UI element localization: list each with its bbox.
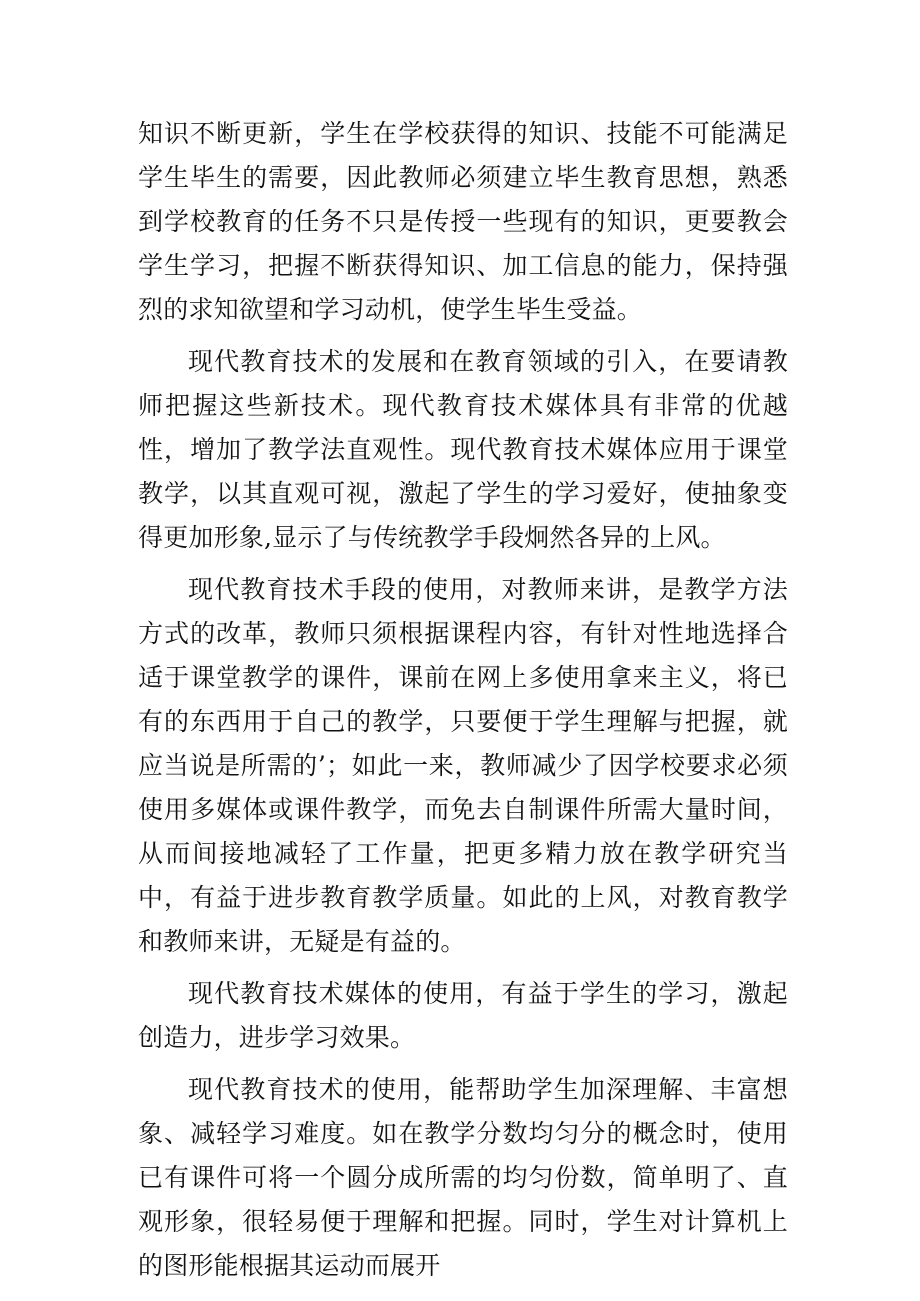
- paragraph-3: 现代教育技术手段的使用，对教师来讲，是教学方法方式的改革，教师只须根据课程内容，有针对性地选择合适于课堂教学的课件，课前在网上多使用拿来主义，将已有的东西用于自己的教学，只要便于学生理解与把握，就应当说是所需的’；如此一来，教师减少了因学校要求必须使用多媒体或课件教学，而免去自制课件所需大量时间，从而间接地减轻了工作量，把更多精力放在教学研究当中，有益于进步教育教学质量。如此的上风，对教育教学和教师来讲，无疑是有益的。: [138, 575, 788, 956]
- document-body: [138, 112, 788, 1296]
- paragraph-2: 现代教育技术的发展和在教育领域的引入，在要请教师把握这些新技术。现代教育技术媒体具有非常的优越性，增加了教学法直观性。现代教育技术媒体应用于课堂教学，以其直观可视，激起了学生的学习爱好，使抽象变得更加形象,显示了与传统教学手段炯然各异的上风。: [138, 347, 788, 552]
- paragraph-5: 现代教育技术的使用，能帮助学生加深理解、丰富想象、减轻学习难度。如在教学分数均匀分的概念时，使用已有课件可将一个圆分成所需的均匀份数，简单明了、直观形象，很轻易便于理解和把握。同时，学生对计算机上的图形能根据其运动而展开: [138, 1075, 788, 1280]
- paragraph-1: 知识不断更新，学生在学校获得的知识、技能不可能满足学生毕生的需要，因此教师必须建立毕生教育思想，熟悉到学校教育的任务不只是传授一些现有的知识，更要教会学生学习，把握不断获得知识、加工信息的能力，保持强烈的求知欲望和学习动机，使学生毕生受益。: [138, 119, 788, 324]
- paragraph-4: 现代教育技术媒体的使用，有益于学生的学习，激起创造力，进步学习效果。: [138, 979, 788, 1052]
